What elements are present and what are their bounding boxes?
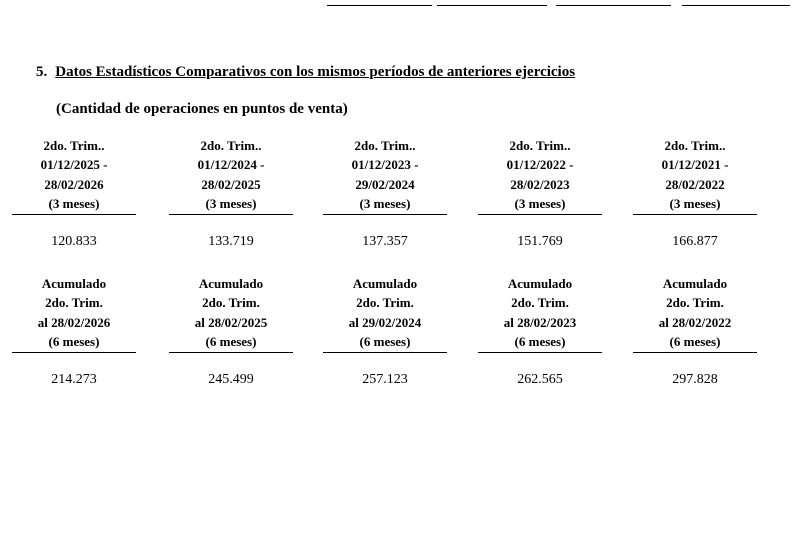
column-value: 297.828	[672, 372, 718, 388]
cumulative-column-3	[323, 274, 447, 388]
column-header: Acumulado 2do. Trim. al 29/02/2024 (6 meses)	[323, 274, 447, 353]
column-header: Acumulado 2do. Trim. al 28/02/2026 (6 meses)	[12, 274, 136, 353]
column-header: Acumulado 2do. Trim. al 28/02/2022 (6 meses)	[633, 274, 757, 353]
section-title-text: Datos Estadísticos Comparativos con los mismos períodos de anteriores ejercicios	[55, 64, 576, 80]
column-value: 133.719	[208, 234, 254, 250]
section-title	[36, 64, 575, 81]
column-value: 137.357	[362, 234, 408, 250]
top-rule-3	[556, 5, 671, 6]
section-subtitle: (Cantidad de operaciones en puntos de venta)	[56, 101, 348, 117]
column-header: 2do. Trim.. 01/12/2021 - 28/02/2022 (3 meses)	[633, 136, 757, 215]
top-rule-2	[437, 5, 547, 6]
column-header: 2do. Trim.. 01/12/2025 - 28/02/2026 (3 meses)	[12, 136, 136, 215]
column-header: Acumulado 2do. Trim. al 28/02/2025 (6 meses)	[169, 274, 293, 353]
column-value: 245.499	[208, 372, 254, 388]
column-header: 2do. Trim.. 01/12/2022 - 28/02/2023 (3 meses)	[478, 136, 602, 215]
column-value: 262.565	[517, 372, 563, 388]
cumulative-column-2	[169, 274, 293, 388]
column-value: 257.123	[362, 372, 408, 388]
top-rule-4	[682, 5, 790, 6]
top-rule-1	[327, 5, 432, 6]
section-number: 5.	[36, 64, 48, 80]
column-value: 166.877	[672, 234, 718, 250]
quarter-column-1	[12, 136, 136, 250]
column-value: 151.769	[517, 234, 563, 250]
column-value: 120.833	[51, 234, 97, 250]
column-value: 214.273	[51, 372, 97, 388]
column-header: 2do. Trim.. 01/12/2024 - 28/02/2025 (3 meses)	[169, 136, 293, 215]
quarter-column-5	[633, 136, 757, 250]
column-header: Acumulado 2do. Trim. al 28/02/2023 (6 meses)	[478, 274, 602, 353]
quarter-column-4	[478, 136, 602, 250]
column-header: 2do. Trim.. 01/12/2023 - 29/02/2024 (3 meses)	[323, 136, 447, 215]
cumulative-column-5	[633, 274, 757, 388]
quarter-column-3	[323, 136, 447, 250]
cumulative-column-1	[12, 274, 136, 388]
quarter-column-2	[169, 136, 293, 250]
cumulative-column-4	[478, 274, 602, 388]
